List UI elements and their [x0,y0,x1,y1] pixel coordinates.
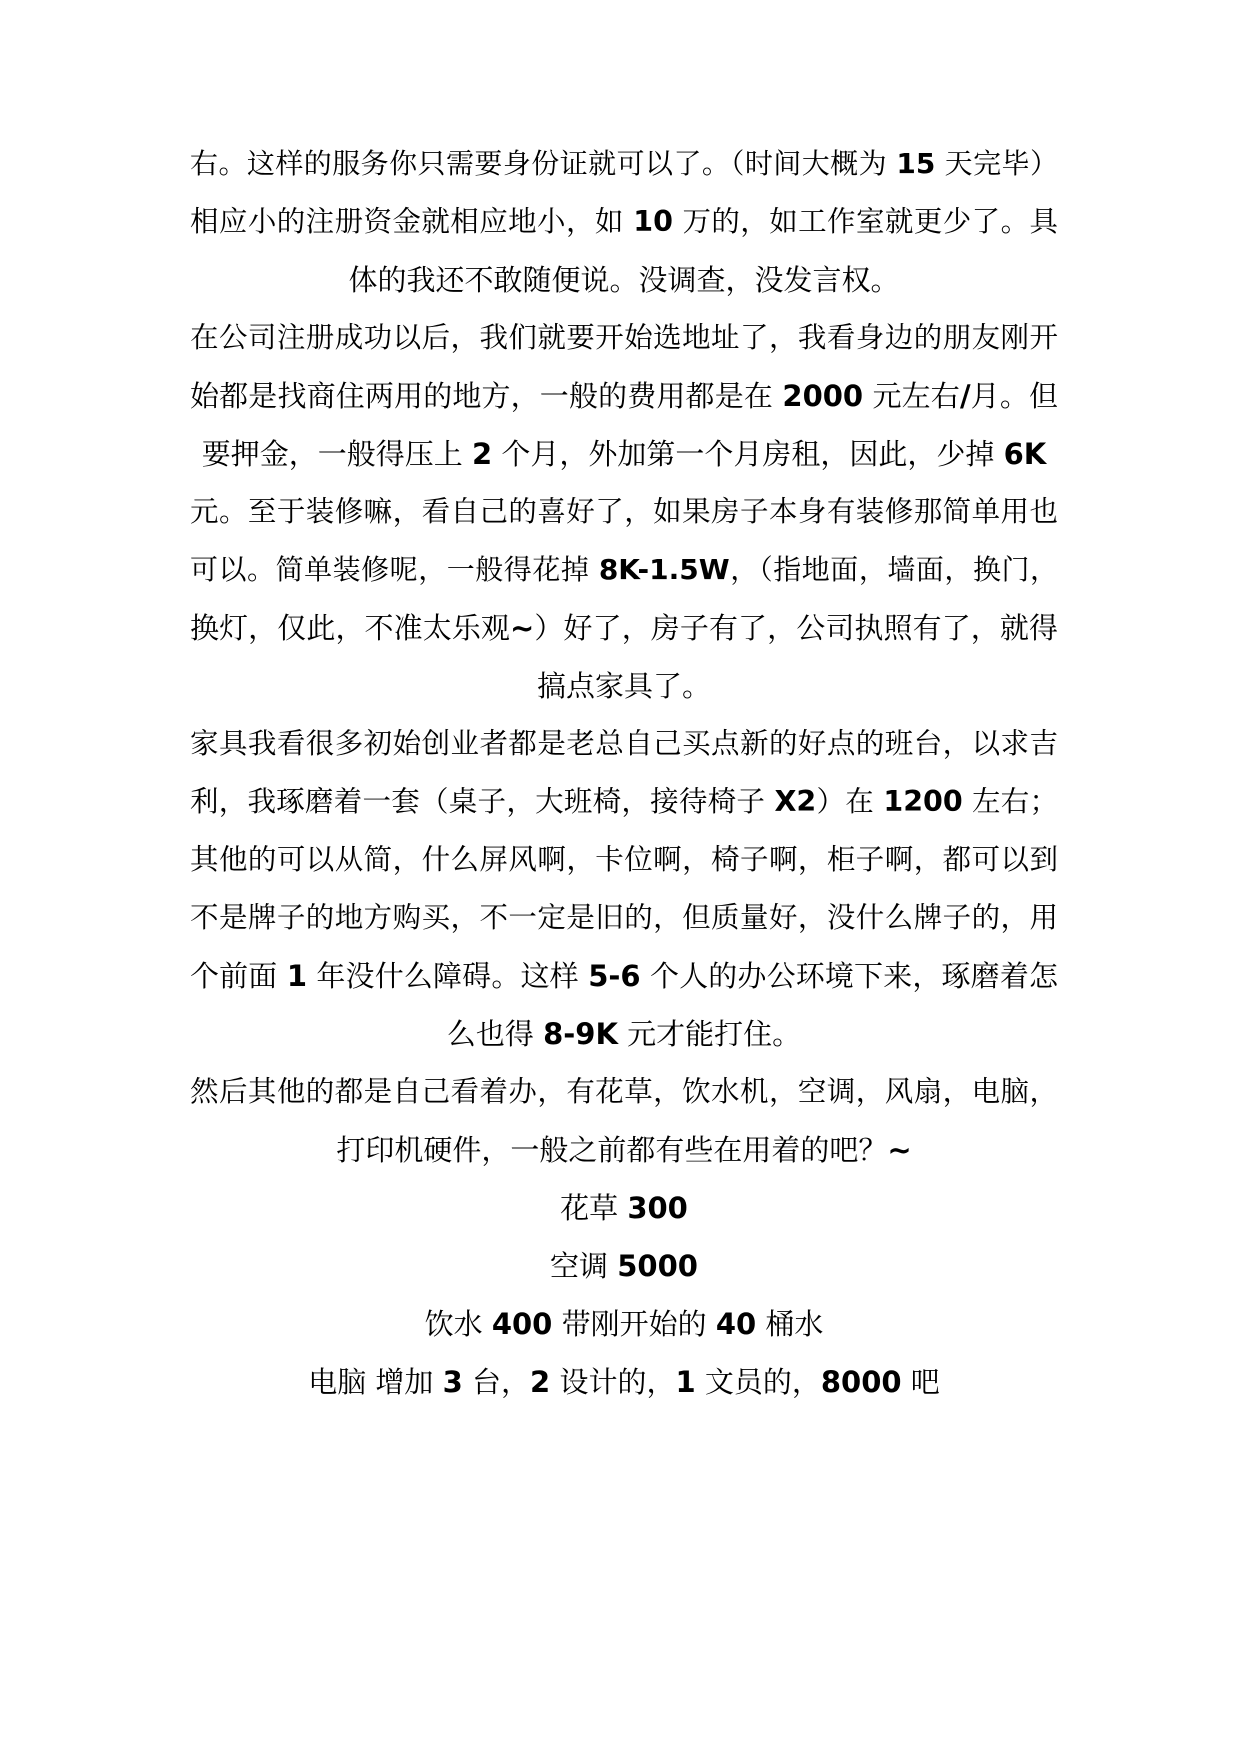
text-line: 利，我琢磨着一套（桌子，大班椅，接待椅子 X2）在 1200 左右； [190,785,1059,818]
text-line: 么也得 8-9K 元才能打住。 [446,1017,802,1051]
text-line: 元。至于装修嘛，看自己的喜好了，如果房子本身有装修那简单用也 [190,495,1058,528]
text-line: 换灯，仅此，不准太乐观~）好了，房子有了，公司执照有了，就得 [190,611,1058,645]
text-line: 个前面 1 年没什么障碍。这样 5-6 个人的办公环境下来，琢磨着怎 [190,959,1058,993]
text-line: 饮水 400 带刚开始的 40 桶水 [424,1307,824,1341]
text-line: 可以。简单装修呢，一般得花掉 8K-1.5W，（指地面，墙面，换门， [190,553,1058,586]
text-line: 要押金，一般得压上 2 个月，外加第一个月房租，因此，少掉 6K [201,437,1047,471]
text-line: 搞点家具了。 [536,669,711,703]
text-line: 相应小的注册资金就相应地小，如 10 万的，如工作室就更少了。具 [190,205,1058,238]
text-line: 然后其他的都是自己看着办，有花草，饮水机，空调，风扇，电脑， [190,1075,1058,1108]
text-line: 家具我看很多初始创业者都是老总自己买点新的好点的班台，以求吉 [190,727,1058,760]
text-line: 打印机硬件，一般之前都有些在用着的吧？~ [336,1133,912,1167]
text-line: 不是牌子的地方购买，不一定是旧的，但质量好，没什么牌子的，用 [190,901,1058,934]
text-line: 始都是找商住两用的地方，一般的费用都是在 2000 元左右/月。但 [190,379,1058,413]
text-line: 空调 5000 [550,1249,698,1283]
text-line: 电脑 增加 3 台，2 设计的，1 文员的，8000 吧 [308,1365,940,1399]
text-line: 体的我还不敢随便说。没调查，没发言权。 [348,263,900,297]
text-line: 右。这样的服务你只需要身份证就可以了。（时间大概为 15 天完毕） [190,147,1058,180]
text-line: 花草 300 [560,1191,688,1225]
text-line: 在公司注册成功以后，我们就要开始选地址了，我看身边的朋友刚开 [190,321,1058,354]
text-line: 其他的可以从简，什么屏风啊，卡位啊，椅子啊，柜子啊，都可以到 [190,843,1058,876]
